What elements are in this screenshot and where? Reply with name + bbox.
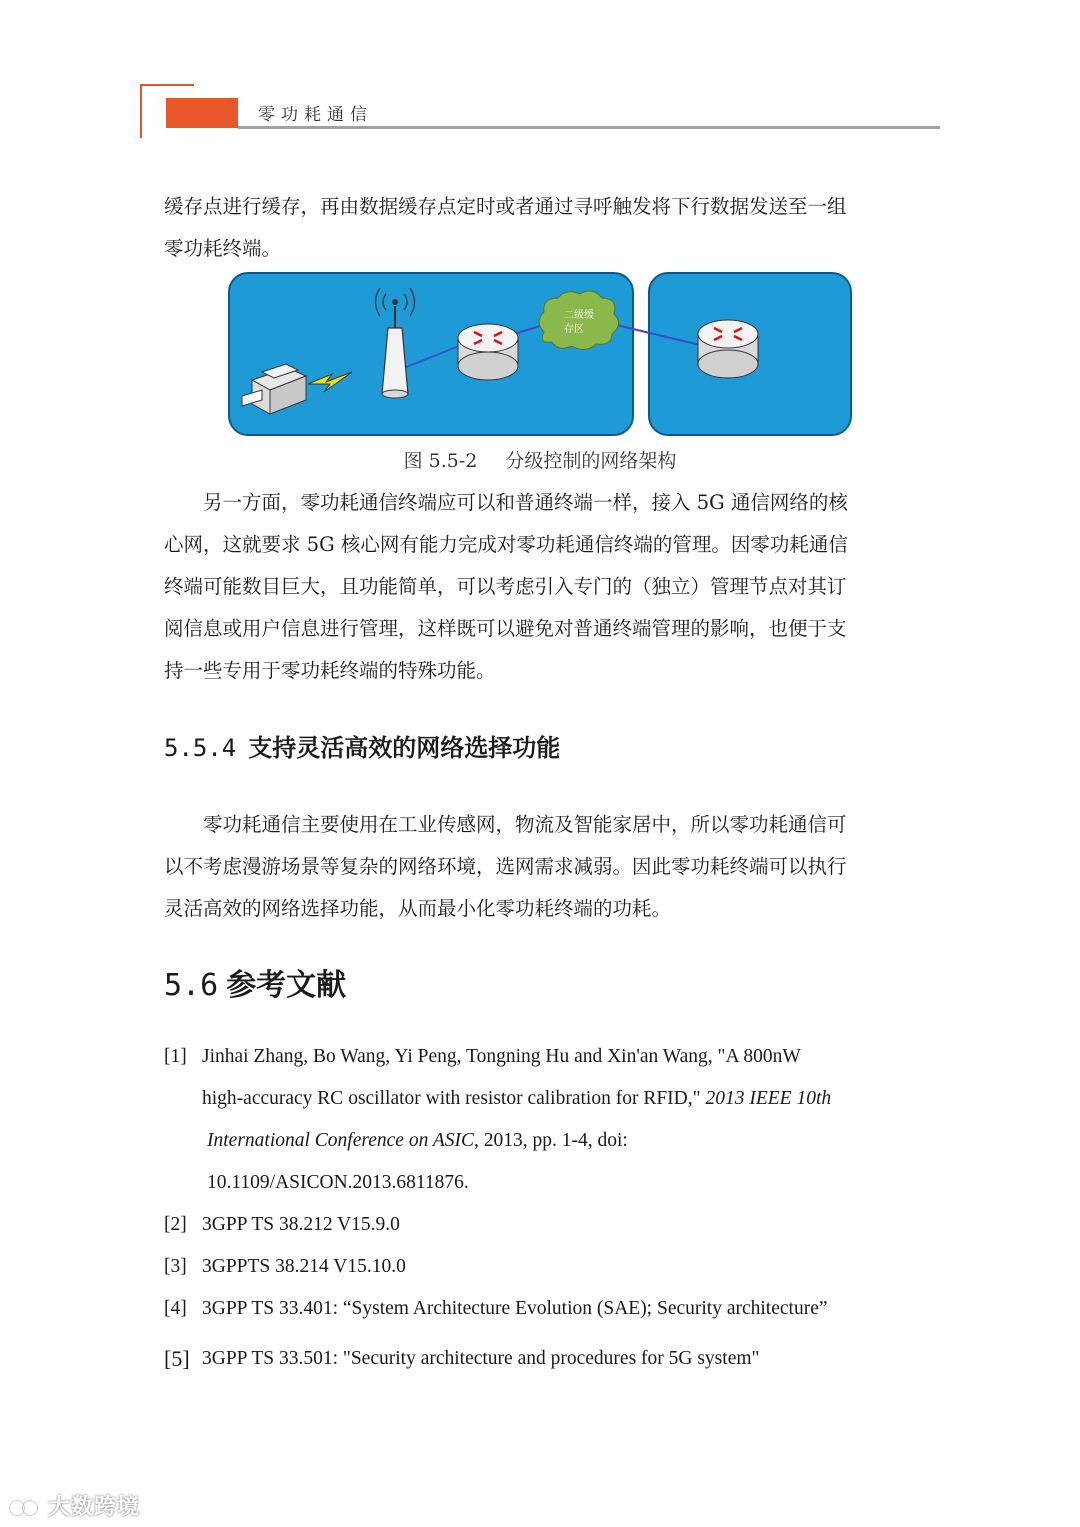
paragraph-line: 零功耗终端。 — [164, 237, 282, 260]
reference-line: Jinhai Zhang, Bo Wang, Yi Peng, Tongning Hu and Xin'an Wang, "A 800nW — [202, 1046, 801, 1067]
paragraph-line: 另一方面，零功耗通信终端应可以和普通终端一样，接入 5G 通信网络的核 — [203, 491, 848, 514]
reference-text: 3GPP TS 38.212 V15.9.0 — [202, 1214, 400, 1235]
reference-item — [164, 1338, 924, 1380]
section-title: 参考文献 — [226, 968, 347, 1003]
paragraph-network-selection — [164, 804, 916, 930]
paragraph-line: 持一些专用于零功耗终端的特殊功能。 — [164, 659, 496, 682]
reference-index: [4] — [164, 1298, 187, 1319]
reference-index: [5] — [164, 1346, 190, 1371]
reference-text: 3GPP TS 33.501: "Security architecture and procedures for 5G system" — [202, 1348, 760, 1369]
reference-text: 3GPPTS 38.214 V15.10.0 — [202, 1256, 406, 1277]
link-line — [604, 322, 704, 346]
header-rule — [238, 126, 940, 129]
paragraph-line: 心网，这就要求 5G 核心网有能力完成对零功耗通信终端的管理。因零功耗通信 — [164, 533, 848, 556]
watermark-text: 大数跨境 — [48, 1495, 141, 1520]
section-number: 5.5.4 — [164, 734, 237, 762]
base-station-icon — [376, 288, 415, 398]
reference-venue: 2013 IEEE 10th — [705, 1088, 832, 1109]
paragraph-intro — [164, 186, 916, 270]
figure-drawing — [228, 272, 852, 438]
running-header-title: 零功耗通信 — [258, 105, 373, 125]
section-title: 支持灵活高效的网络选择功能 — [248, 734, 561, 762]
reference-doi: 10.1109/ASICON.2013.6811876. — [207, 1172, 469, 1193]
reference-text: high-accuracy RC oscillator with resistor calibration for RFID," — [202, 1088, 706, 1109]
reference-item — [164, 1288, 924, 1330]
paragraph-line: 零功耗通信主要使用在工业传感网，物流及智能家居中，所以零功耗通信可 — [203, 813, 847, 836]
reference-text: , 2013, pp. 1-4, doi: — [474, 1130, 628, 1151]
terminal-device-icon — [242, 364, 306, 414]
section-number: 5.6 — [164, 968, 219, 1003]
router-icon — [458, 324, 518, 380]
watermark-logo-icon — [8, 1498, 44, 1518]
page-header — [140, 84, 940, 140]
reference-item — [164, 1036, 924, 1204]
router-icon — [698, 320, 758, 378]
paragraph-line: 灵活高效的网络选择功能，从而最小化零功耗终端的功耗。 — [164, 897, 672, 920]
cloud-label-line: 存区 — [564, 324, 584, 335]
reference-item — [164, 1204, 924, 1246]
reference-text: 3GPP TS 33.401: “System Architecture Evolution (SAE); Security architecture” — [202, 1298, 828, 1319]
paragraph-line: 缓存点进行缓存，再由数据缓存点定时或者通过寻呼触发将下行数据发送至一组 — [164, 195, 847, 218]
section-heading-5-5-4 — [164, 728, 560, 763]
header-orange-block — [166, 98, 238, 128]
wireless-bolt-icon — [308, 372, 352, 392]
reference-list — [164, 1036, 924, 1380]
paragraph-core-network — [164, 482, 916, 692]
reference-item — [164, 1246, 924, 1288]
reference-index: [3] — [164, 1256, 187, 1277]
secondary-cache-cloud — [539, 291, 619, 350]
reference-index: [2] — [164, 1214, 187, 1235]
network-architecture-figure — [228, 272, 852, 438]
figure-caption-number: 图 5.5-2 — [403, 450, 478, 472]
paragraph-line: 以不考虑漫游场景等复杂的网络环境，选网需求减弱。因此零功耗终端可以执行 — [164, 855, 847, 878]
reference-index: [1] — [164, 1046, 187, 1067]
link-line — [404, 344, 464, 368]
figure-caption-text: 分级控制的网络架构 — [505, 450, 677, 472]
reference-line — [202, 1120, 924, 1162]
paragraph-line: 终端可能数目巨大，且功能简单，可以考虑引入专门的（独立）管理节点对其订 — [164, 575, 847, 598]
watermark — [8, 1490, 140, 1521]
cloud-label-line: 二级缓 — [564, 310, 594, 321]
link-line — [514, 326, 540, 334]
reference-line — [202, 1078, 924, 1120]
paragraph-line: 阅信息或用户信息进行管理，这样既可以避免对普通终端管理的影响，也便于支 — [164, 617, 847, 640]
reference-venue: International Conference on ASIC — [207, 1130, 475, 1151]
figure-caption — [0, 446, 1080, 473]
section-heading-5-6 — [164, 960, 346, 1004]
